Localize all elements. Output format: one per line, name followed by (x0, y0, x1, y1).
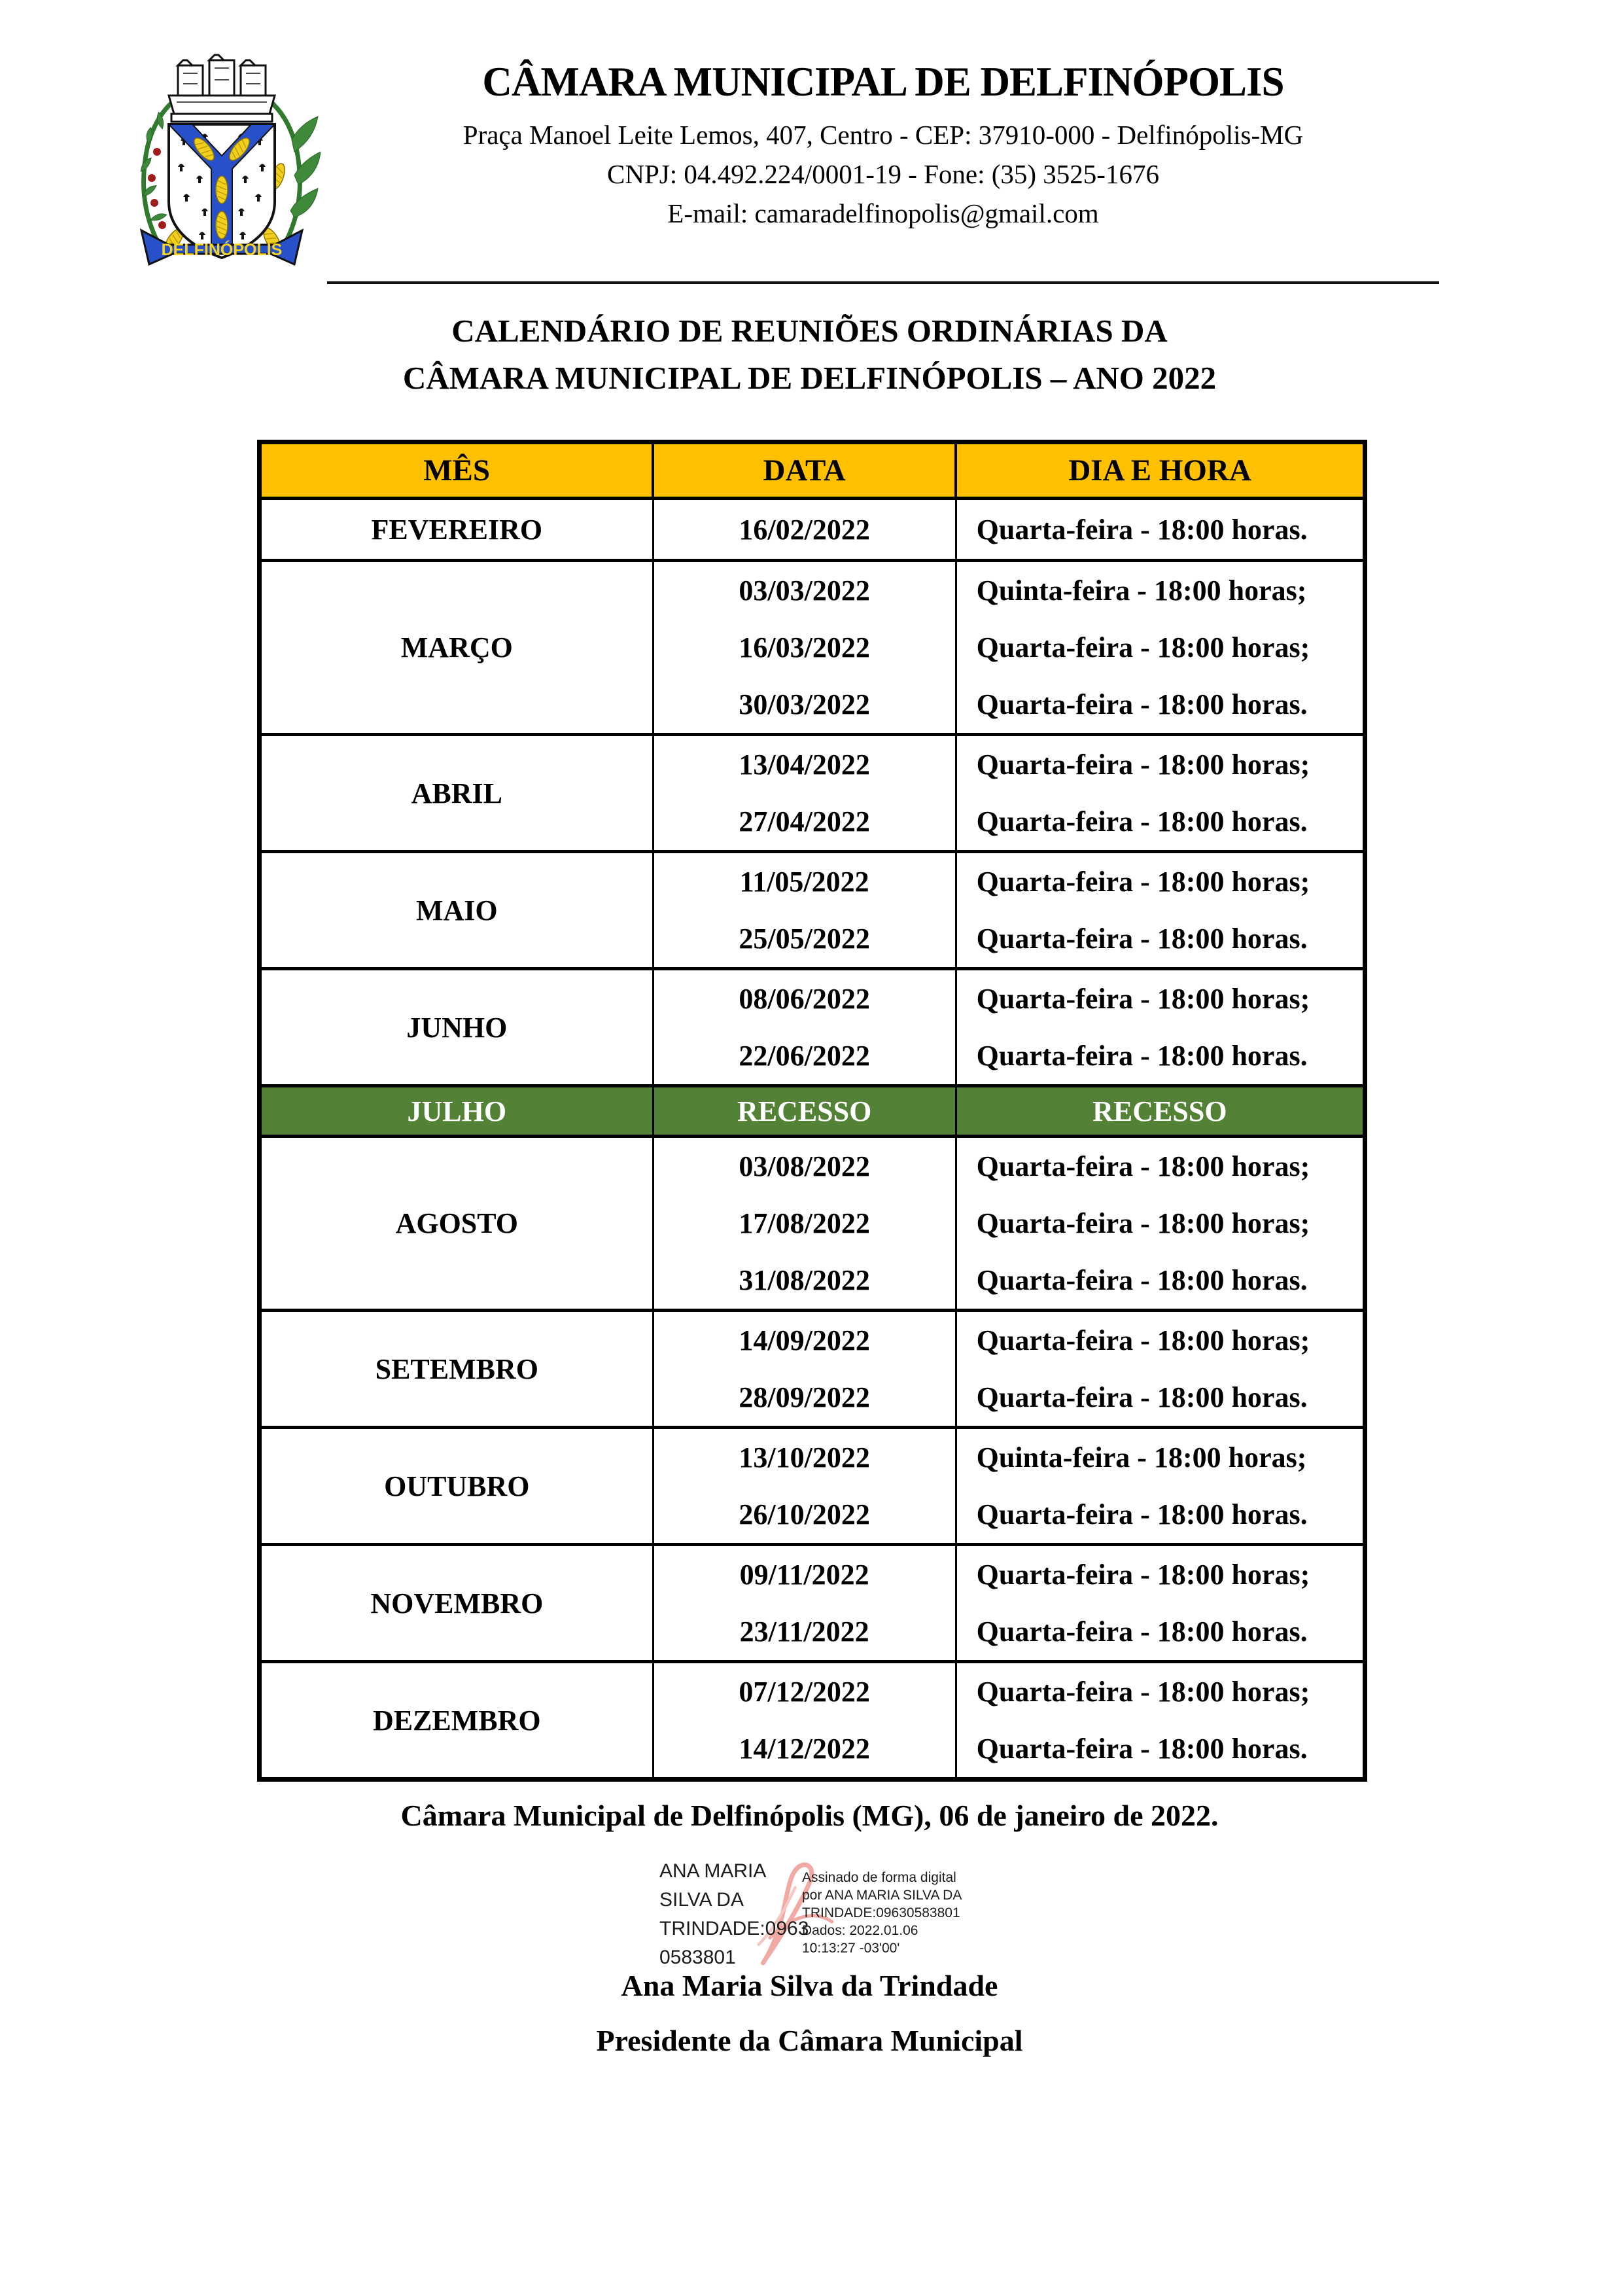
table-row (260, 852, 1365, 969)
date-line: 09/11/2022 (739, 1559, 869, 1591)
table-row (260, 1311, 1365, 1428)
date-line: 03/08/2022 (739, 1150, 870, 1182)
date-line: 27/04/2022 (739, 805, 870, 838)
day-time-line: Quarta-feira - 18:00 horas. (976, 923, 1308, 955)
signature-details-block (802, 1869, 1103, 1957)
day-time-cell (956, 1311, 1365, 1428)
day-time-cell (956, 1428, 1365, 1545)
date-line: 17/08/2022 (739, 1207, 870, 1239)
day-time-cell (956, 735, 1365, 852)
day-time-line: Quarta-feira - 18:00 horas. (976, 1040, 1308, 1072)
day-time-line: Quarta-feira - 18:00 horas; (976, 1150, 1310, 1182)
day-time-line: Quarta-feira - 18:00 horas. (976, 1616, 1308, 1648)
month-cell: AGOSTO (260, 1137, 654, 1311)
month-cell: FEVEREIRO (260, 499, 654, 561)
day-time-line: Quarta-feira - 18:00 horas; (976, 1559, 1310, 1591)
date-line: 14/09/2022 (739, 1324, 870, 1356)
date-line: 30/03/2022 (739, 688, 870, 720)
signature-detail-line: Dados: 2022.01.06 (802, 1923, 918, 1938)
date-line: 07/12/2022 (739, 1676, 870, 1708)
day-time-cell (956, 969, 1365, 1086)
month-cell: OUTUBRO (260, 1428, 654, 1545)
logo-banner-text: DELFINÓPOLIS (161, 241, 283, 259)
signature-detail-line: por ANA MARIA SILVA DA (802, 1888, 962, 1903)
table-row (260, 1428, 1365, 1545)
day-time-cell (956, 852, 1365, 969)
signature-name-line: TRINDADE:0963 (659, 1918, 809, 1939)
signature-name-line: SILVA DA (659, 1889, 744, 1911)
signer-title: Presidente da Câmara Municipal (596, 2024, 1023, 2057)
date-line: 16/03/2022 (739, 631, 870, 663)
day-time-line: Quarta-feira - 18:00 horas. (976, 513, 1308, 546)
date-line: 13/04/2022 (739, 749, 870, 781)
dates-cell (653, 969, 956, 1086)
signature-name-line: ANA MARIA (659, 1860, 767, 1882)
signature-detail-line: TRINDADE:09630583801 (802, 1905, 960, 1920)
day-time-line: Quarta-feira - 18:00 horas. (976, 1498, 1308, 1530)
municipal-coat-of-arms (123, 54, 321, 275)
month-cell: MAIO (260, 852, 654, 969)
dates-cell (653, 499, 956, 561)
document-title-line1: CALENDÁRIO DE REUNIÕES ORDINÁRIAS DA (451, 313, 1168, 349)
letterhead (327, 58, 1439, 233)
day-time-cell (956, 1086, 1365, 1137)
day-time-cell (956, 561, 1365, 735)
table-row (260, 735, 1365, 852)
month-cell: DEZEMBRO (260, 1662, 654, 1780)
day-time-line: Quarta-feira - 18:00 horas; (976, 1207, 1310, 1239)
day-time-line: Quinta-feira - 18:00 horas; (976, 1441, 1307, 1474)
table-row (260, 1662, 1365, 1780)
day-time-cell (956, 1662, 1365, 1780)
closing-date-line: Câmara Municipal de Delfinópolis (MG), 06 de janeiro de 2022. (400, 1799, 1219, 1832)
table-row (260, 561, 1365, 735)
date-line: 28/09/2022 (739, 1381, 870, 1413)
day-time-line: Quinta-feira - 18:00 horas; (976, 574, 1307, 607)
month-cell: JUNHO (260, 969, 654, 1086)
org-title: CÂMARA MUNICIPAL DE DELFINÓPOLIS (482, 59, 1284, 105)
dates-cell (653, 735, 956, 852)
date-line: 13/10/2022 (739, 1441, 870, 1474)
dates-cell (653, 1662, 956, 1780)
dates-cell (653, 1137, 956, 1311)
day-time-line: Quarta-feira - 18:00 horas; (976, 983, 1310, 1015)
date-line: 16/02/2022 (739, 513, 870, 546)
date-line: 14/12/2022 (739, 1733, 870, 1765)
date-line: 03/03/2022 (739, 574, 870, 607)
table-row (260, 499, 1365, 561)
day-time-cell (956, 1545, 1365, 1662)
day-time-line: Quarta-feira - 18:00 horas; (976, 1676, 1310, 1708)
table-row (260, 1545, 1365, 1662)
day-time-line: RECESSO (1092, 1095, 1227, 1127)
table-row (260, 969, 1365, 1086)
day-time-cell (956, 1137, 1365, 1311)
table-row (260, 1086, 1365, 1137)
signature-detail-line: 10:13:27 -03'00' (802, 1941, 900, 1956)
date-line: RECESSO (737, 1095, 872, 1127)
table-header-row (260, 442, 1365, 499)
day-time-cell (956, 499, 1365, 561)
shield-icon (169, 124, 275, 258)
date-line: 11/05/2022 (739, 866, 869, 898)
col-header-date: DATA (653, 442, 956, 499)
month-cell: ABRIL (260, 735, 654, 852)
date-line: 08/06/2022 (739, 983, 870, 1015)
day-time-line: Quarta-feira - 18:00 horas. (976, 688, 1308, 720)
col-header-month: MÊS (260, 442, 654, 499)
dates-cell (653, 852, 956, 969)
dates-cell (653, 561, 956, 735)
date-line: 26/10/2022 (739, 1498, 870, 1530)
document-title (255, 308, 1364, 402)
org-address: Praça Manoel Leite Lemos, 407, Centro - CEP: 37910-000 - Delfinópolis-MG (462, 120, 1304, 150)
signature-detail-line: Assinado de forma digital (802, 1870, 956, 1885)
day-time-line: Quarta-feira - 18:00 horas. (976, 1264, 1308, 1296)
signature-name-line: 0583801 (659, 1947, 736, 1968)
month-cell: JULHO (260, 1086, 654, 1137)
day-time-line: Quarta-feira - 18:00 horas. (976, 1381, 1308, 1413)
mural-crown-icon (169, 55, 275, 122)
meetings-calendar-table (257, 440, 1367, 1782)
day-time-line: Quarta-feira - 18:00 horas; (976, 866, 1310, 898)
table-row (260, 1137, 1365, 1311)
dates-cell (653, 1428, 956, 1545)
dates-cell (653, 1086, 956, 1137)
date-line: 25/05/2022 (739, 923, 870, 955)
dates-cell (653, 1311, 956, 1428)
day-time-line: Quarta-feira - 18:00 horas; (976, 631, 1310, 663)
month-cell: MARÇO (260, 561, 654, 735)
day-time-line: Quarta-feira - 18:00 horas. (976, 1733, 1308, 1765)
day-time-line: Quarta-feira - 18:00 horas. (976, 805, 1308, 838)
month-cell: NOVEMBRO (260, 1545, 654, 1662)
org-cnpj-phone: CNPJ: 04.492.224/0001-19 - Fone: (35) 3525-1676 (607, 159, 1159, 189)
dates-cell (653, 1545, 956, 1662)
date-line: 22/06/2022 (739, 1040, 870, 1072)
date-line: 23/11/2022 (739, 1616, 869, 1648)
signer-name: Ana Maria Silva da Trindade (621, 1969, 998, 2002)
date-line: 31/08/2022 (739, 1264, 870, 1296)
org-email: E-mail: camaradelfinopolis@gmail.com (667, 198, 1099, 228)
document-title-line2: CÂMARA MUNICIPAL DE DELFINÓPOLIS – ANO 2022 (402, 360, 1217, 396)
month-cell: SETEMBRO (260, 1311, 654, 1428)
day-time-line: Quarta-feira - 18:00 horas; (976, 749, 1310, 781)
day-time-line: Quarta-feira - 18:00 horas; (976, 1324, 1310, 1356)
letterhead-divider (327, 281, 1439, 284)
col-header-day-time: DIA E HORA (956, 442, 1365, 499)
